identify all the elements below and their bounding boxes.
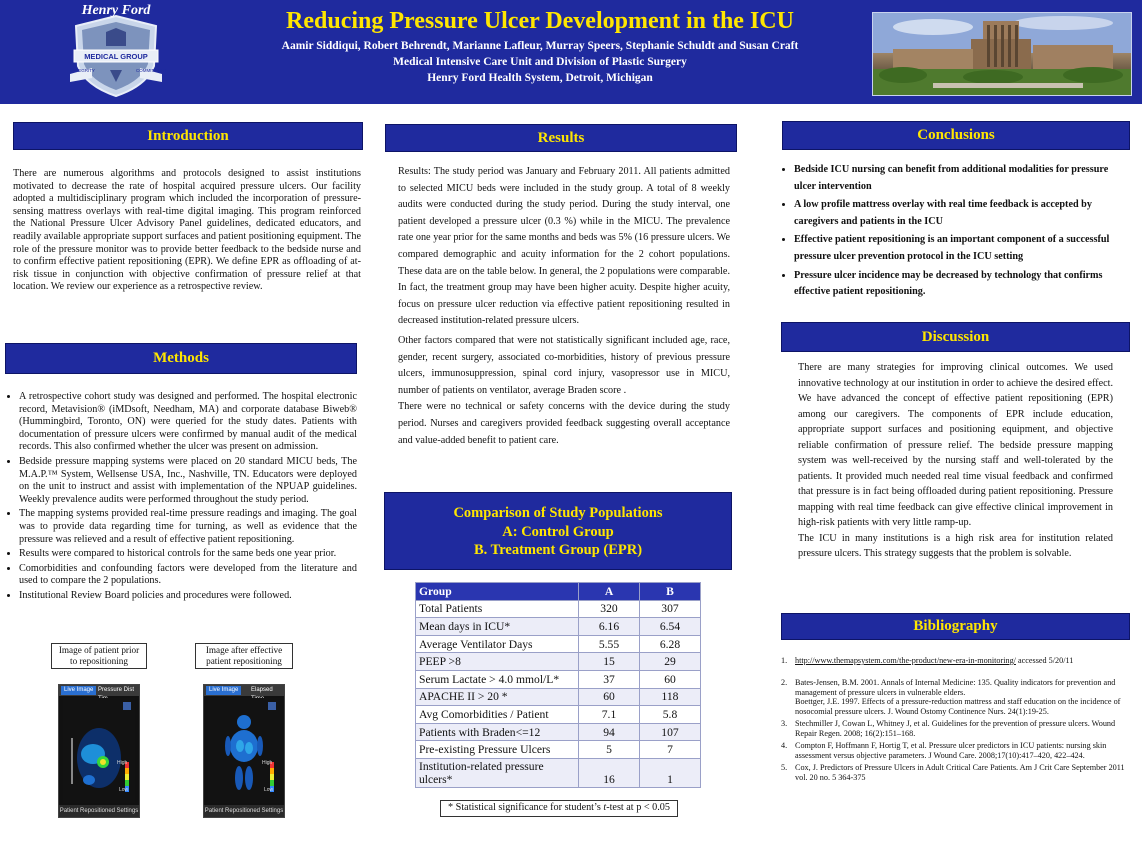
footnote-italic: t bbox=[603, 802, 607, 813]
poster-unit: Medical Intensive Care Unit and Division of Plastic Surgery bbox=[393, 56, 687, 68]
conclusion-item: • Bedside ICU nursing can benefit from additional modalities for pressure ulcer intervention bbox=[794, 162, 1128, 195]
comparison-table bbox=[415, 582, 701, 788]
value-group-a: 6.16 bbox=[579, 618, 640, 636]
methods-item: • A retrospective cohort study was designed and performed. The hospital electronic record, Metavision® (iMDsoft, Needham, MA) and corporate database Biweb® (Hummingbird, Toronto, ON) were queried for the study dates. Patients with documentation of pressure ulcers were confirmed by manual audit of the medical records. This also confirmed whether the ulcer was present on admission. bbox=[19, 391, 357, 454]
bibliography-num: 1. bbox=[781, 656, 788, 665]
phone-tab-live: Live Image bbox=[206, 686, 241, 695]
bibliography-item bbox=[781, 719, 1129, 741]
after-caption-line: Image after effective bbox=[205, 645, 283, 655]
after-caption-line: patient repositioning bbox=[206, 656, 282, 666]
bibliography-item bbox=[781, 763, 1129, 785]
row-label: Avg Comorbidities / Patient bbox=[416, 706, 579, 724]
value-group-b: 118 bbox=[640, 688, 701, 706]
bibliography-text: accessed 5/20/11 bbox=[1015, 656, 1074, 665]
table-row bbox=[416, 706, 701, 724]
column-header-a: A bbox=[579, 583, 640, 601]
bibliography-num: 2. bbox=[781, 678, 788, 687]
pressure-map-before-image bbox=[58, 684, 140, 818]
value-group-a: 60 bbox=[579, 688, 640, 706]
discussion-paragraph: The ICU in many institutions is a high risk area for institution related pressure ulcers. This strategy suggests that the problem is solvable. bbox=[798, 532, 1113, 559]
table-row bbox=[416, 635, 701, 653]
poster-authors: Aamir Siddiqui, Robert Behrendt, Marianne Lafleur, Murray Speers, Stephanie Schuldt and Susan Craft bbox=[281, 40, 799, 52]
phone-footer-settings: Settings bbox=[116, 808, 139, 814]
methods-item: • Results were compared to historical controls for the same beds one year prior. bbox=[19, 548, 357, 561]
logo-banner-text: MEDICAL GROUP bbox=[84, 52, 148, 61]
results-paragraph: There were no technical or safety concerns with the device during the study period. Nurses and caregivers provided feedback suggesting overall acceptance and value-added benefit to patient care. bbox=[398, 401, 730, 446]
value-group-b: 29 bbox=[640, 653, 701, 671]
phone-footer-patient: Patient bbox=[204, 808, 224, 814]
phone-footer-repositioned: Repositioned bbox=[224, 808, 261, 814]
methods-item: • Bedside pressure mapping systems were placed on 20 standard MICU beds, The M.A.P.™ System, Wellsense USA, Inc., Nashville, TN. Educators were deployed on the unit to instruct and assist with implementation of the NPUAP guidelines. Weekly prevalence audits were performed throughout the study period. bbox=[19, 456, 357, 506]
bibliography-text: Bates-Jensen, B.M. 2001. Annals of Internal Medicine: 135. Quality indicators for prevention and management of pressure ulcers in vulnerable elders. bbox=[795, 678, 1116, 697]
results-heading: Results bbox=[385, 124, 737, 152]
row-label: Patients with Braden<=12 bbox=[416, 723, 579, 741]
row-label: Serum Lactate > 4.0 mmol/L* bbox=[416, 670, 579, 688]
column-header-group: Group bbox=[416, 583, 579, 601]
before-caption-line: Image of patient prior bbox=[58, 645, 140, 655]
poster-title: Reducing Pressure Ulcer Development in the ICU bbox=[286, 8, 794, 34]
after-image-caption bbox=[195, 643, 293, 669]
phone-low-label: Low bbox=[119, 787, 129, 793]
row-label: Institution-related pressure ulcers* bbox=[416, 758, 579, 787]
bibliography-num: 3. bbox=[781, 719, 788, 728]
methods-item: • Comorbidities and confounding factors were developed from the literature and used to compare the 2 populations. bbox=[19, 563, 357, 588]
table-row bbox=[416, 618, 701, 636]
value-group-a: 7.1 bbox=[579, 706, 640, 724]
methods-item: • Institutional Review Board policies and procedures were followed. bbox=[19, 590, 357, 603]
introduction-text: There are numerous algorithms and protocols designed to assist institutions motivated to decrease the rate of hospital acquired pressure ulcers. Our facility adopted a multidisciplinary program which included the incorporation of pressure-sensing mattress overlays with real-time digital imaging. This program reinforced the National Pressure Ulcer Advisory Panel guidelines, dedicated educators, and readily available appropriate support surfaces and patient positioning equipment. The role of the pressure monitor was to provide better feedback to the bedside nurse and to confirm effective patient repositioning (EPR). We define EPR as offloading of at-risk tissue in conjunction with objective confirmation of pressure relief at that location. We review our experience as a retrospective review. bbox=[13, 168, 361, 293]
footnote-text-end: -test at p < 0.05 bbox=[606, 802, 670, 813]
value-group-a: 16 bbox=[579, 758, 640, 787]
bibliography-text: Boettger, J.E. 1997. Effects of a pressure-reduction mattress and staff education on the incidence of nosocomial pressure ulcers. J. Wound Ostomy Continence Nurs. 24(1):19-25. bbox=[795, 697, 1121, 716]
value-group-b: 107 bbox=[640, 723, 701, 741]
row-label: Mean days in ICU* bbox=[416, 618, 579, 636]
introduction-heading: Introduction bbox=[13, 122, 363, 150]
methods-heading: Methods bbox=[5, 343, 357, 374]
value-group-a: 37 bbox=[579, 670, 640, 688]
discussion-heading: Discussion bbox=[781, 322, 1130, 352]
conclusions-heading: Conclusions bbox=[782, 121, 1130, 150]
conclusions-list bbox=[780, 162, 1128, 303]
table-row bbox=[416, 600, 701, 618]
row-label: PEEP >8 bbox=[416, 653, 579, 671]
table-row bbox=[416, 688, 701, 706]
phone-high-label: High bbox=[262, 760, 273, 766]
phone-tab-live: Live Image bbox=[61, 686, 96, 695]
bibliography-link[interactable]: http://www.themapsystem.com/the-product/new-era-in-monitoring/ bbox=[795, 656, 1016, 665]
table-header-row bbox=[416, 583, 701, 601]
table-row bbox=[416, 758, 701, 787]
comparison-group-b: B. Treatment Group (EPR) bbox=[473, 542, 643, 558]
pressure-map-after-image bbox=[203, 684, 285, 818]
phone-tab-pressure: Pressure Dist bbox=[98, 687, 135, 693]
row-label: APACHE II > 20 * bbox=[416, 688, 579, 706]
bibliography-text: Stechmiller J, Cowan L, Whitney J, et al. Guidelines for the prevention of pressure ulcers. Wound Repair Regen. 2008; 16(2):151–168. bbox=[795, 719, 1116, 738]
value-group-b: 1 bbox=[640, 758, 701, 787]
methods-item: • The mapping systems provided real-time pressure readings and imaging. The goal was to provide data regarding time for turning, as well as evidence that the pressure was relieved and a result of effective patient repositioning. bbox=[19, 508, 357, 546]
logo-script-text: Henry Ford bbox=[81, 3, 151, 18]
table-footnote bbox=[440, 800, 678, 817]
results-text bbox=[398, 164, 730, 449]
comparison-title: Comparison of Study Populations bbox=[453, 505, 663, 521]
discussion-text bbox=[798, 360, 1113, 562]
value-group-b: 307 bbox=[640, 600, 701, 618]
value-group-b: 5.8 bbox=[640, 706, 701, 724]
bibliography-item bbox=[781, 741, 1129, 763]
bibliography-heading: Bibliography bbox=[781, 613, 1130, 640]
conclusion-item: • Effective patient repositioning is an important component of a successful pressure ulcer prevention protocol in the ICU setting bbox=[794, 232, 1128, 265]
value-group-b: 6.54 bbox=[640, 618, 701, 636]
column-header-b: B bbox=[640, 583, 701, 601]
bibliography-text: Cox, J. Predictors of Pressure Ulcers in Adult Critical Care Patients. Am J Crit Care September 2011 vol. 20 no. 5 364-375 bbox=[795, 763, 1125, 782]
value-group-a: 320 bbox=[579, 600, 640, 618]
methods-list bbox=[5, 391, 357, 605]
phone-footer-patient: Patient bbox=[59, 808, 79, 814]
phone-tab-elapsed: Elapsed bbox=[251, 687, 273, 693]
bibliography-text: Compton F, Hoffmann F, Hortig T, et al. Pressure ulcer predictors in ICU patients: nursing skin assessment versus objective parameters. J Wound Care. 2008;17(10):417–420, 422–424. bbox=[795, 741, 1107, 760]
value-group-b: 7 bbox=[640, 741, 701, 759]
conclusion-item: • A low profile mattress overlay with real time feedback is accepted by caregivers and patients in the ICU bbox=[794, 197, 1128, 230]
results-paragraph: Results: The study period was January and February 2011. All patients admitted to selected MICU beds were included in the study group. A total of 8 weekly audits were conducted during the study period. During the study interval, one patient developed a pressure ulcer (0.3 %) while in the MICU. The prevalence rate one year prior for the same months and beds was 5% (16 pressure ulcers. We compared demographic and acuity information for the 2 cohort populations. These data are on the table below. In general, the 2 populations were comparable. In fact, the treatment group may have been higher acuity. Despite higher acuity, focus on pressure ulcer reduction via effective patient repositioning resulted in decreased institution-related pressure ulcers. bbox=[398, 166, 730, 327]
phone-footer-settings: Settings bbox=[261, 808, 284, 814]
before-caption-line: to repositioning bbox=[70, 656, 128, 666]
comparison-title-box bbox=[384, 492, 732, 570]
logo-left-text: INTEGRITY bbox=[70, 68, 95, 73]
footnote-text: * Statistical significance for student’s bbox=[448, 802, 604, 813]
bibliography-num: 5. bbox=[781, 763, 788, 772]
phone-footer-repositioned: Repositioned bbox=[79, 808, 116, 814]
value-group-a: 5.55 bbox=[579, 635, 640, 653]
table-row bbox=[416, 723, 701, 741]
logo-right-text: COMMITMENT bbox=[136, 68, 167, 73]
bibliography-num: 4. bbox=[781, 741, 788, 750]
table-row bbox=[416, 670, 701, 688]
row-label: Pre-existing Pressure Ulcers bbox=[416, 741, 579, 759]
results-paragraph: Other factors compared that were not statistically significant included age, race, gender, recent surgery, associated co-morbidities, history of previous pressure ulcers, immunosuppression, spinal cord injury, vasopressor use in MICU, number of patients on ventilator, average Braden score . bbox=[398, 334, 730, 396]
phone-high-label: High bbox=[117, 760, 128, 766]
poster-affiliation: Henry Ford Health System, Detroit, Michigan bbox=[427, 72, 653, 84]
value-group-a: 15 bbox=[579, 653, 640, 671]
before-image-caption bbox=[51, 643, 147, 669]
conclusion-item: • Pressure ulcer incidence may be decreased by technology that confirms effective patient repositioning. bbox=[794, 268, 1128, 301]
value-group-b: 6.28 bbox=[640, 635, 701, 653]
comparison-group-a: A: Control Group bbox=[502, 523, 614, 540]
hospital-building-photo bbox=[872, 12, 1132, 96]
value-group-b: 60 bbox=[640, 670, 701, 688]
row-label: Average Ventilator Days bbox=[416, 635, 579, 653]
value-group-a: 5 bbox=[579, 741, 640, 759]
bibliography-item bbox=[781, 697, 1129, 719]
phone-low-label: Low bbox=[264, 787, 274, 793]
table-row bbox=[416, 653, 701, 671]
value-group-a: 94 bbox=[579, 723, 640, 741]
discussion-paragraph: There are many strategies for improving clinical outcomes. We used innovative technology at our institution in order to achieve the desired effect. We have advanced the concept of effective patient repositioning (EPR) among our caregivers. The components of EPR include education, appropriate support surfaces and positioning equipment, and objective reliable confirmation of pressure relief. The bedside pressure mapping system was well-received by the nursing staff and well-tolerated by the patients. It provided much needed real time visual feedback and confirmed that pressure is in fact being offloaded during patient repositioning. Pressure mapping with real time feedback can give effective clinical improvement in high-risk patients with very little ramp-up. bbox=[798, 362, 1113, 528]
bibliography-item bbox=[781, 656, 1129, 668]
row-label: Total Patients bbox=[416, 600, 579, 618]
table-row bbox=[416, 741, 701, 759]
